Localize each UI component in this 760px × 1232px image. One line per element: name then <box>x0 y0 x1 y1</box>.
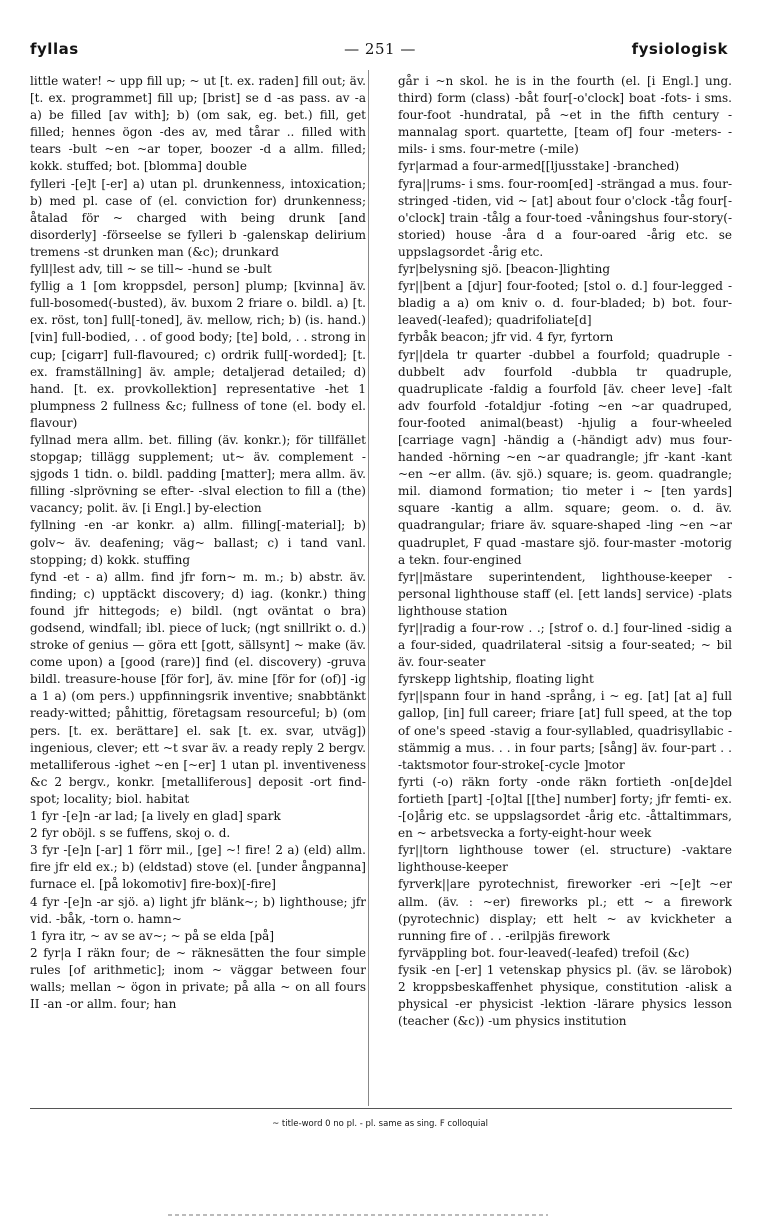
page-number: — 251 — <box>344 40 416 58</box>
entry-paragraph: fysik -en [-er] 1 vetenskap physics pl. (äv. se lärobok) 2 kroppsbeskaffenhet physique, constitution -alisk a physical -er physicist -lektion -lärare physics lesson (teacher (&c)) -um physics institution <box>398 962 732 1029</box>
entry-paragraph: fyllning -en -ar konkr. a) allm. filling[-material]; b) golv~ äv. deafening; väg~ ballast; c) i tand vanl. stopping; d) kokk. stuffing <box>30 518 366 567</box>
entry-paragraph: 2 fyr|a I räkn four; de ~ räknesätten the four simple rules [of arithmetic]; inom ~ väggar between four walls; mellan ~ ögon in private; på alla ~ on all fours II -an -or allm. four; han <box>30 945 366 1012</box>
entry-paragraph: fyr|belysning sjö. [beacon-]lighting <box>398 262 611 277</box>
entry-paragraph: fyr||radig a four-row . .; [strof o. d.] four-lined -sidig a a four-sided, quadrilateral -sitsig a four-seated; ~ bil äv. four-seater <box>398 621 732 670</box>
entry-paragraph: fyllnad mera allm. bet. filling (äv. konkr.); för tillfället stopgap; tillägg supplement; ut~ äv. complement -sjgods 1 tidn. o. bildl. padding [matter]; mera allm. äv. filling -slprövning se efter- -slval election to fill a (the) vacancy; polit. äv. [i Engl.] by-election <box>30 432 366 516</box>
scan-edge-artifact <box>168 1214 548 1216</box>
entry-paragraph: 4 fyr -[e]n -ar sjö. a) light jfr blänk~; b) lighthouse; jfr vid. -båk, -torn o. hamn~ <box>30 894 366 926</box>
entry-paragraph: 1 fyra itr, ~ av se av~; ~ på se elda [på] <box>30 928 275 943</box>
entry-paragraph: fyr||dela tr quarter -dubbel a fourfold; quadruple -dubbelt adv fourfold -dubbla tr quadruple, quadruplicate -faldig a fourfold [äv. cheer leve] -falt adv fourfold -fotaldjur -foting ~en ~ar quadruped, four-footed animal(beast) -hjulig a four-wheeled [carriage vagn] -händig a (-händigt adv) mus four-handed -hörning ~en ~ar quadrangle; jfr -kant -kant ~en ~er allm. (äv. sjö.) square; is. geom. quadrangle; mil. diamond formation; tio meter i ~ [ten yards] square -kantig a allm. square; geom. o. d. äv. quadrangular; friare äv. square-shaped -ling ~en ~ar quadruplet, F quad -mastare sjö. four-master -motorig a tekn. four-engined <box>398 347 732 567</box>
entry-paragraph: fyrskepp lightship, floating light <box>398 672 594 687</box>
entry-paragraph: fyllig a 1 [om kroppsdel, person] plump; [kvinna] äv. full-bosomed(-busted), äv. buxom 2 friare o. bildl. a) [t. ex. röst, ton] full[-toned], äv. mellow, rich; b) (is. hand.) [vin] full-bodied, . . of good body; [te] bold, . . strong in cup; [cigarr] full-flavoured; c) ordrik full[-worded]; [t. ex. framställning] äv. ample; detaljerad detailed; d) hand. [t. ex. provkollektion] representative -het 1 plumpness 2 fullness &c; fullness of tone (el. body el. flavour) <box>30 279 366 430</box>
entry-paragraph: fylleri -[e]t [-er] a) utan pl. drunkenness, intoxication; b) med pl. case of (el. conviction for) drunkenness; åtalad för ~ charged with being drunk [and disorderly] -förseelse se fylleri b -galenskap delirium tremens -st drunken man (&c); drunkard <box>30 176 366 259</box>
left-column <box>30 73 366 1105</box>
entry-paragraph: little water! ~ upp fill up; ~ ut [t. ex. raden] fill out; äv. [t. ex. programmet] fill up; [brist] se d -as pass. av -a a) be filled [av with]; b) (om sak, eg. bet.) fill, get filled; hennes ögon -des av, med tårar .. filled with tears -bult ~en ~ar toper, boozer -d a allm. filled; kokk. stuffed; bot. [blomma] double <box>30 74 366 174</box>
entry-paragraph: fyrti (-o) räkn forty -onde räkn fortieth -on[de]del fortieth [part] -[o]tal [[the] number] forty; jfr femti- ex. -[o]årig etc. se uppslagsordet -årig etc. -åttaltimmars, en ~ arbetsvecka a forty-eight-hour week <box>398 774 732 841</box>
footer-rule <box>30 1108 732 1109</box>
entry-paragraph: 3 fyr -[e]n [-ar] 1 förr mil., [ge] ~! fire! 2 a) (eld) allm. fire jfr eld ex.; b) (eldstad) stove (el. [under ångpanna] furnace el. [på lokomotiv] fire-box)[-fire] <box>30 843 366 892</box>
header-guide-word-left: fyllas <box>30 40 79 58</box>
entry-paragraph: fyrväppling bot. four-leaved(-leafed) trefoil (&c) <box>398 945 690 960</box>
entry-paragraph: fyr||spann four in hand -språng, i ~ eg. [at] [at a] full gallop, [in] full career; friare [at] full speed, at the top of one's speed -stavig a four-syllabled, quadrisyllabic -stämmig a mus. . . in four parts; [sång] äv. four-part . . -taktsmotor four-stroke[-cycle ]motor <box>398 689 732 772</box>
entry-paragraph: fynd -et - a) allm. find jfr forn~ m. m.; b) abstr. äv. finding; c) upptäckt discovery; d) iag. (konkr.) thing found jfr hittegods; e) bildl. (ngt oväntat o bra) godsend, windfall; ibl. piece of luck; (ngt snillrikt o. d.) stroke of genius — göra ett [gott, sällsynt] ~ make (äv. come upon) a [good (rare)] find (el. discovery) -gruva bildl. treasure-house [för for], äv. mine [för for (of)] -ig a 1 a) (om pers.) uppfinningsrik inventive; snabbtänkt ready-witted; påhittig, företagsam resourceful; b) (om pers. [t. ex. berättare] el. sak [t. ex. svar, utväg]) ingenious, clever; ett ~t svar äv. a ready reply 2 bergv. metalliferous -ighet ~en [~er] 1 utan pl. inventiveness &c 2 bergv., konkr. [metalliferous] deposit -ort find-spot; locality; biol. habitat <box>30 569 366 806</box>
entry-paragraph: 1 fyr -[e]n -ar lad; [a lively en glad] spark <box>30 809 281 824</box>
entry-paragraph: går i ~n skol. he is in the fourth (el. [i Engl.] ung. third) form (class) -båt four[-o'clock] boat -fots- i sms. four-foot -hundratal, på ~et in the fifth century -mannalag sport. quartette, [team of] four -meters- -mils- i sms. four-metre (-mile) <box>398 74 732 157</box>
entry-paragraph: fyr||bent a [djur] four-footed; [stol o. d.] four-legged -bladig a a) om kniv o. d. four-bladed; b) bot. four-leaved(-leafed); quadrifoliate[d] <box>398 279 732 328</box>
entry-paragraph: fyr|armad a four-armed[[ljusstake] -branched) <box>398 159 680 174</box>
right-column <box>398 73 732 1105</box>
entry-paragraph: fyr||torn lighthouse tower (el. structure) -vaktare lighthouse-keeper <box>398 843 732 875</box>
column-divider <box>368 70 369 1106</box>
abbreviation-key: ~ title-word 0 no pl. - pl. same as sing. F colloquial <box>272 1119 488 1129</box>
header-guide-word-right: fysiologisk <box>631 40 728 58</box>
entry-paragraph: fyr||mästare superintendent, lighthouse-keeper -personal lighthouse staff (el. [ett lands] service) -plats lighthouse station <box>398 569 732 618</box>
entry-paragraph: fyra||rums- i sms. four-room[ed] -strängad a mus. four-stringed -tiden, vid ~ [at] about four o'clock -tåg four[-o'clock] train -tålg a four-toed -våningshus four-story(-storied) house -åra d a four-oared -årig etc. se uppslagsordet -årig etc. <box>398 176 732 259</box>
entry-paragraph: fyrbåk beacon; jfr vid. 4 fyr, fyrtorn <box>398 330 614 345</box>
entry-paragraph: fyll|lest adv, till ~ se till~ -hund se -bult <box>30 262 272 277</box>
entry-paragraph: fyrverk||are pyrotechnist, fireworker -eri ~[e]t ~er allm. (äv. : ~er) fireworks pl.; ett ~ a firework (pyrotechnic) display; ett helt ~ av kvickheter a running fire of . . -erilpjäs firework <box>398 877 732 943</box>
entry-paragraph: 2 fyr oböjl. s se fuffens, skoj o. d. <box>30 826 231 841</box>
